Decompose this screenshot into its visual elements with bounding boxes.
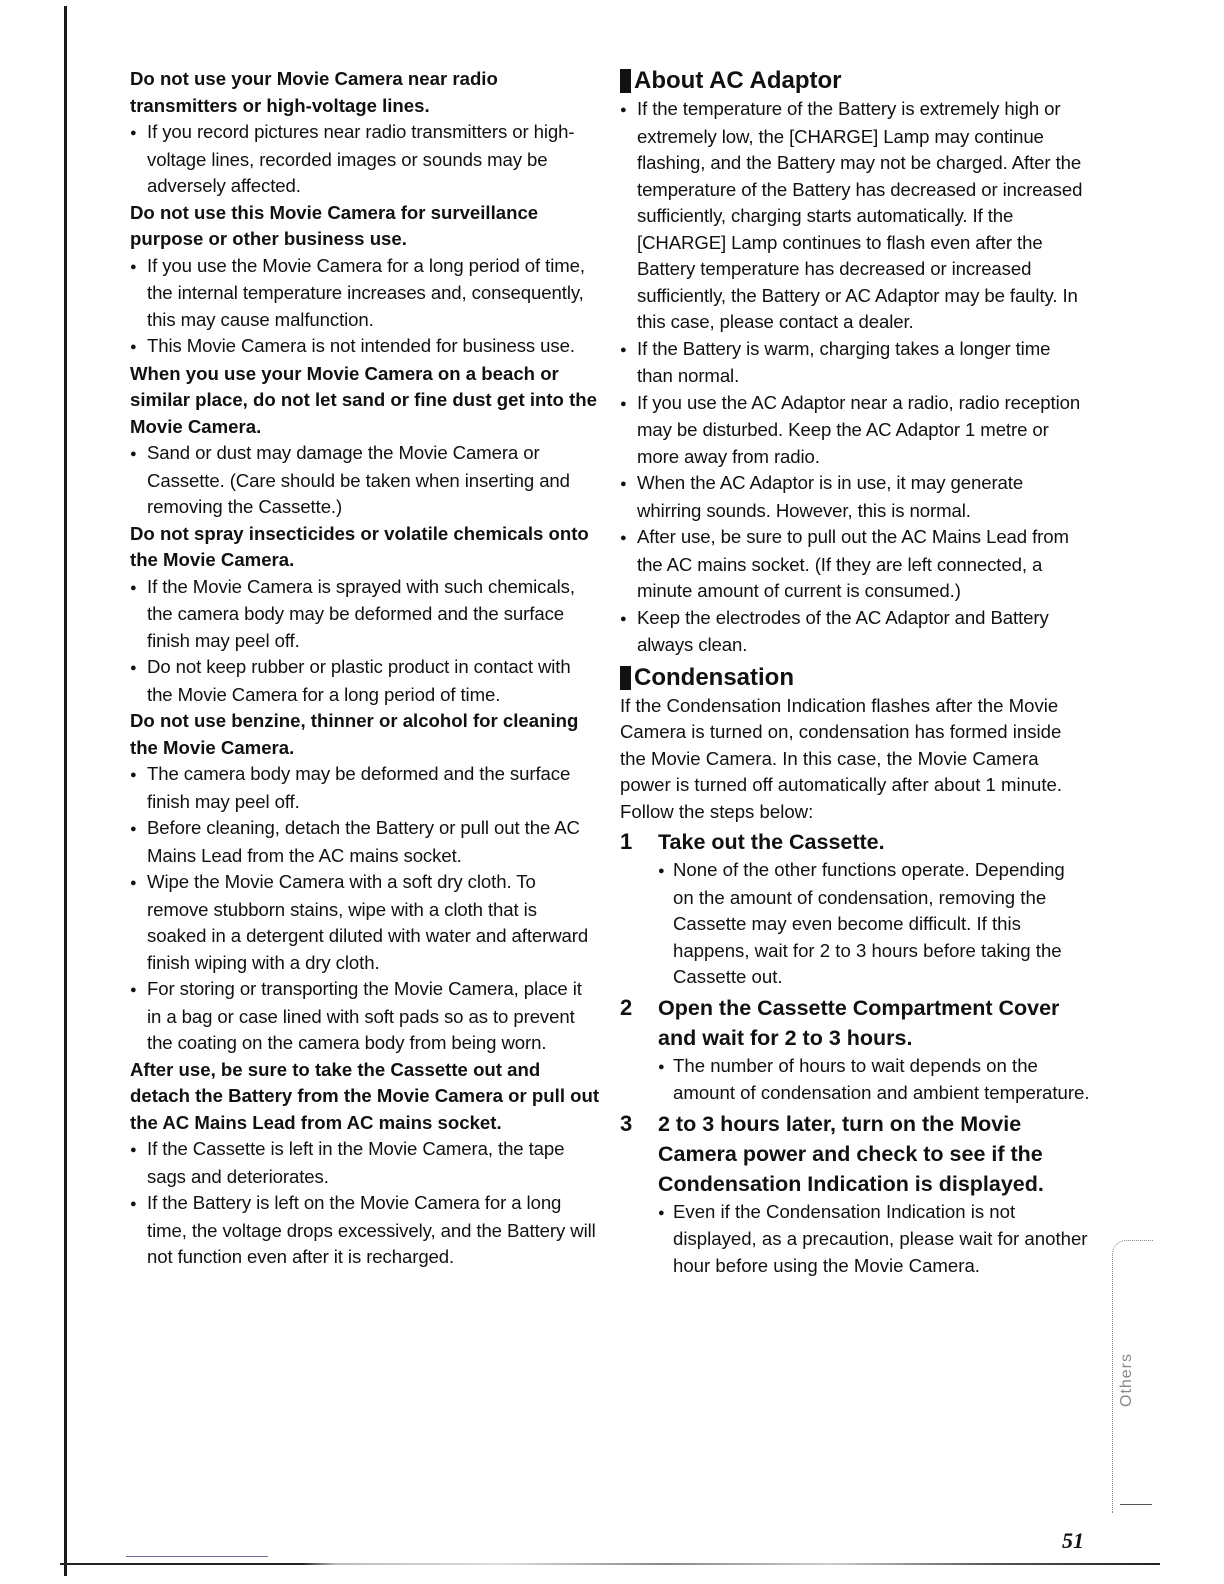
caution-heading: Do not spray insecticides or volatile chemicals onto the Movie Camera.: [130, 522, 589, 570]
caution-bullet: ● If the Battery is left on the Movie Camera for a long time, the voltage drops excessively, and the Battery will not function even after it is recharged.: [130, 1190, 600, 1271]
condensation-intro: If the Condensation Indication flashes after the Movie Camera is turned on, condensation has formed inside the Movie Camera. In this case, the Movie Camera power is turned off automatically after about 1 minute.: [620, 694, 1063, 795]
left-column: [130, 66, 600, 1271]
section-title-condensation: [620, 663, 1090, 693]
caution-bullet: ● Wipe the Movie Camera with a soft dry cloth. To remove stubborn stains, wipe with a cloth that is soaked in a detergent diluted with water and afterward finish wiping with a dry cloth.: [130, 869, 600, 976]
caution-bullet: ● Do not keep rubber or plastic product in contact with the Movie Camera for a long period of time.: [130, 654, 600, 708]
right-column: [620, 66, 1090, 1279]
step-bullet: ● None of the other functions operate. Depending on the amount of condensation, removing the Cassette may even become difficult. If this happens, wait for 2 to 3 hours before taking the Cassette out.: [658, 857, 1090, 991]
step-number: 3: [620, 1110, 633, 1136]
page-number: 51: [1062, 1528, 1084, 1553]
section-marker-icon: [620, 69, 631, 93]
caution-heading: After use, be sure to take the Cassette out and detach the Battery from the Movie Camera or pull out the AC Mains Lead from AC mains socket.: [130, 1058, 600, 1133]
ac-adaptor-bullet: ● If the Battery is warm, charging takes a longer time than normal.: [620, 336, 1090, 390]
condensation-step: [620, 827, 1090, 991]
ac-adaptor-bullet: ● If you use the AC Adaptor near a radio, radio reception may be disturbed. Keep the AC Adaptor 1 metre or more away from radio.: [620, 390, 1090, 471]
caution-heading: Do not use this Movie Camera for surveillance purpose or other business use.: [130, 201, 539, 249]
scan-left-edge: [64, 6, 67, 1576]
step-title: Open the Cassette Compartment Cover and wait for 2 to 3 hours.: [658, 995, 1060, 1050]
step-title: 2 to 3 hours later, turn on the Movie Camera power and check to see if the Condensation Indication is displayed.: [658, 1111, 1044, 1196]
ac-adaptor-bullet: ● After use, be sure to pull out the AC Mains Lead from the AC mains socket. (If they are left connected, a minute amount of current is consumed.): [620, 524, 1090, 605]
caution-bullet: ● Before cleaning, detach the Battery or pull out the AC Mains Lead from the AC mains socket.: [130, 815, 600, 869]
caution-bullet: ● If the Cassette is left in the Movie Camera, the tape sags and deteriorates.: [130, 1136, 600, 1190]
ac-adaptor-bullet: ● Keep the electrodes of the AC Adaptor and Battery always clean.: [620, 605, 1090, 659]
step-title: Take out the Cassette.: [658, 830, 885, 854]
ac-adaptor-bullet: ● If the temperature of the Battery is extremely high or extremely low, the [CHARGE] Lamp may continue flashing, and the Battery may not be charged. After the temperature of the Battery has decreased or increased sufficiently, charging starts automatically. If the [CHARGE] Lamp continues to flash even after the Battery temperature has decreased or increased sufficiently, the Battery or AC Adaptor may be faulty. In this case, please contact a dealer.: [620, 96, 1090, 336]
caution-heading: Do not use benzine, thinner or alcohol for cleaning the Movie Camera.: [130, 710, 579, 758]
caution-bullet: ● If you record pictures near radio transmitters or high-voltage lines, recorded images or sounds may be adversely affected.: [130, 119, 600, 200]
section-title-text: Condensation: [634, 663, 794, 691]
caution-bullet: ● This Movie Camera is not intended for business use.: [130, 333, 600, 361]
caution-bullet: ● If the Movie Camera is sprayed with such chemicals, the camera body may be deformed and the surface finish may peel off.: [130, 574, 600, 655]
condensation-follow: Follow the steps below:: [620, 800, 814, 822]
caution-bullet: ● If you use the Movie Camera for a long period of time, the internal temperature increases and, consequently, this may cause malfunction.: [130, 253, 600, 334]
step-bullet: ● The number of hours to wait depends on the amount of condensation and ambient temperature.: [658, 1053, 1090, 1107]
caution-bullet: ● The camera body may be deformed and the surface finish may peel off.: [130, 761, 600, 815]
scan-bottom-edge: [60, 1563, 1160, 1565]
step-number: 2: [620, 994, 633, 1020]
caution-bullet: ● Sand or dust may damage the Movie Camera or Cassette. (Care should be taken when inserting and removing the Cassette.): [130, 440, 600, 521]
section-title-ac-adaptor: [620, 66, 1090, 96]
step-bullet: ● Even if the Condensation Indication is not displayed, as a precaution, please wait for another hour before using the Movie Camera.: [658, 1199, 1090, 1280]
condensation-step: [620, 993, 1090, 1107]
section-marker-icon: [620, 666, 631, 690]
scan-underline: [126, 1556, 268, 1557]
condensation-step: [620, 1109, 1090, 1280]
ac-adaptor-bullet: ● When the AC Adaptor is in use, it may generate whirring sounds. However, this is normal.: [620, 470, 1090, 524]
caution-bullet: ● For storing or transporting the Movie Camera, place it in a bag or case lined with soft pads so as to prevent the coating on the camera body from being worn.: [130, 976, 600, 1057]
step-number: 1: [620, 829, 633, 854]
side-tab-label: Others: [1118, 1353, 1135, 1408]
caution-heading: Do not use your Movie Camera near radio transmitters or high-voltage lines.: [130, 68, 498, 116]
side-tab-foot: [1120, 1504, 1152, 1505]
caution-heading: When you use your Movie Camera on a beach or similar place, do not let sand or fine dust get into the Movie Camera.: [130, 362, 597, 437]
section-title-text: About AC Adaptor: [634, 67, 842, 94]
